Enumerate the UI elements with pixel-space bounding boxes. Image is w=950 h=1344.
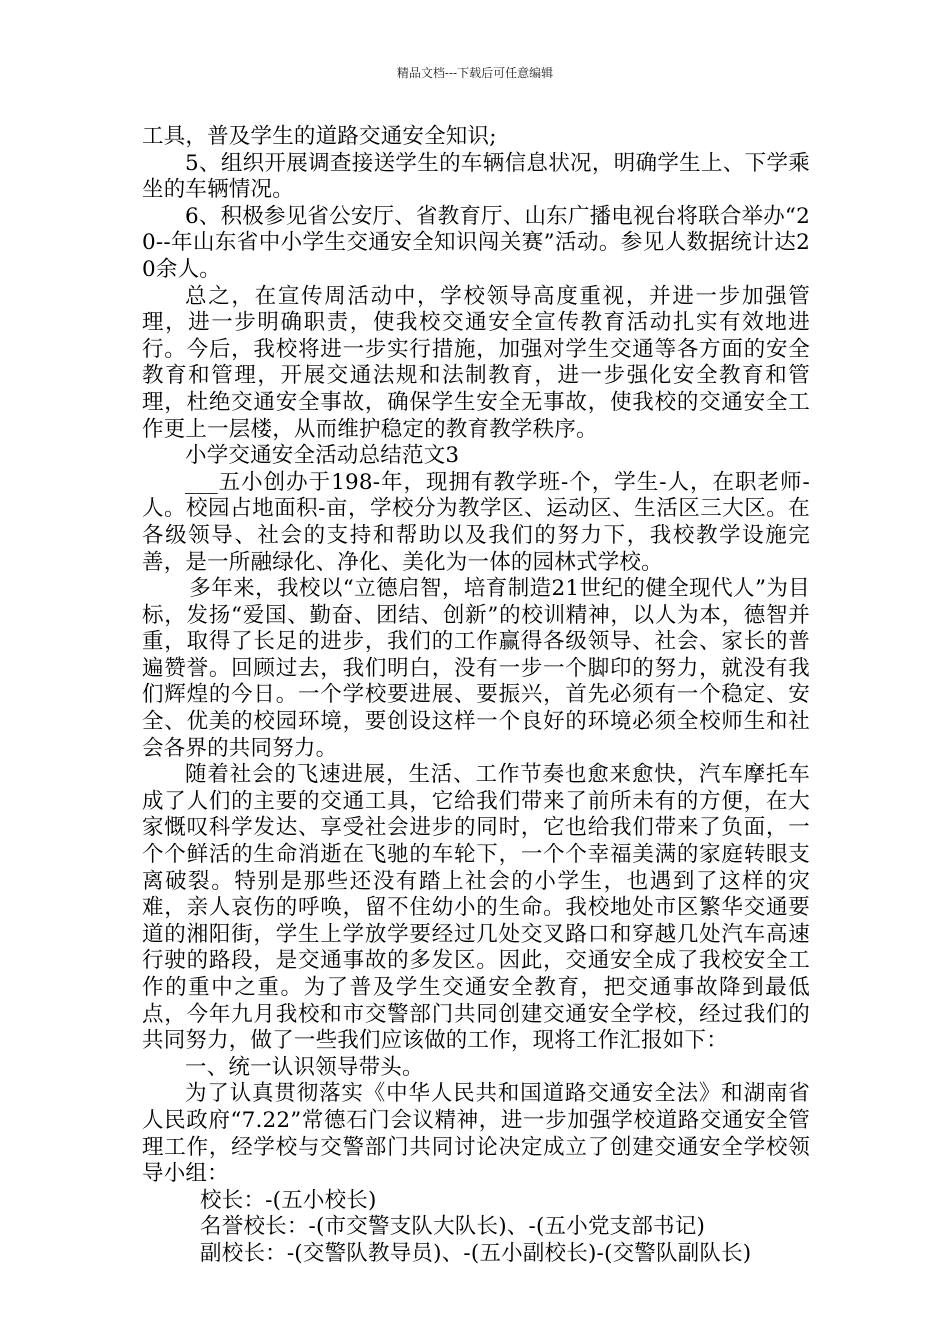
paragraph-leadership-group: 为了认真贯彻落实《中华人民共和国道路交通安全法》和湖南省人民政府“7.22”常德石门会议精神，进一步加强学校道路交通安全管理工作，经学校与交警部门共同讨论决定成立了创建交通安全学校领导小组：: [142, 1081, 810, 1187]
roster-principal: 校长：-(五小校长): [200, 1187, 377, 1213]
paragraph-item-6: 6、积极参见省公安厅、省教育厅、山东广播电视台将联合举办“20--年山东省中小学生交通安全知识闯关赛”活动。参见人数据统计达20余人。: [142, 203, 810, 282]
paragraph-traffic-background: 随着社会的飞速进展，生活、工作节奏也愈来愈快，汽车摩托车成了人们的主要的交通工具，它给我们带来了前所未有的方便，在大家慨叹科学发达、享受社会进步的同时，它也给我们带来了负面，一个个鲜活的生命消逝在飞驰的车轮下，一个个幸福美满的家庭转眼支离破裂。特别是那些还没有踏上社会的小学生，也遇到了这样的灾难，亲人哀伤的呼唤，留不住幼小的生命。我校地处市区繁华交通要道的湘阳街，学生上学放学要经过几处交叉路口和穿越几处汽车高速行驶的路段，是交通事故的多发区。因此，交通安全成了我校安全工作的重中之重。为了普及学生交通安全教育，把交通事故降到最低点，今年九月我校和市交警部门共同创建交通安全学校，经过我们的共同努力，做了一些我们应该做的工作，现将工作汇报如下：: [142, 762, 810, 1054]
page-header: 精品文档---下载后可任意编辑: [396, 66, 554, 80]
document-body: [142, 124, 810, 1268]
section-title: 小学交通安全活动总结范文3: [185, 443, 460, 469]
subheading-leadership: 一、统一认识领导带头。: [185, 1054, 424, 1080]
roster-honorary-principal: 名誉校长：-(市交警支队大队长)、-(五小党支部书记): [200, 1214, 706, 1240]
paragraph-school-goals: 多年来，我校以“立德启智，培育制造21世纪的健全现代人”为目标，发扬“爱国、勤奋、团结、创新”的校训精神，以人为本，德智并重，取得了长足的进步，我们的工作赢得各级领导、社会、家长的普遍赞誉。回顾过去，我们明白，没有一步一个脚印的努力，就没有我们辉煌的今日。一个学校要进展、要振兴，首先必须有一个稳定、安全、优美的校园环境，要创设这样一个良好的环境必须全校师生和社会各界的共同努力。: [142, 576, 810, 761]
paragraph-tools: 工具，普及学生的道路交通安全知识;: [142, 124, 497, 149]
roster-vice-principal: 副校长：-(交警队教导员)、-(五小副校长)-(交警队副队长): [200, 1240, 752, 1266]
paragraph-summary: 总之，在宣传周活动中，学校领导高度重视，并进一步加强管理，进一步明确职责，使我校交通安全宣传教育活动扎实有效地进行。今后，我校将进一步实行措施，加强对学生交通等各方面的安全教育和管理，开展交通法规和法制教育，进一步强化安全教育和管理，杜绝交通安全事故，确保学生安全无事故，使我校的交通安全工作更上一层楼，从而维护稳定的教育教学秩序。: [142, 283, 810, 442]
paragraph-item-5: 5、组织开展调查接送学生的车辆信息状况，明确学生上、下学乘坐的车辆情况。: [142, 150, 810, 203]
paragraph-school-intro: ___五小创办于198-年，现拥有教学班-个，学生-人，在职老师-人。校园占地面积-亩，学校分为教学区、运动区、生活区三大区。在各级领导、社会的支持和帮助以及我们的努力下，我校教学设施完善，是一所融绿化、净化、美化为一体的园林式学校。: [142, 469, 810, 575]
